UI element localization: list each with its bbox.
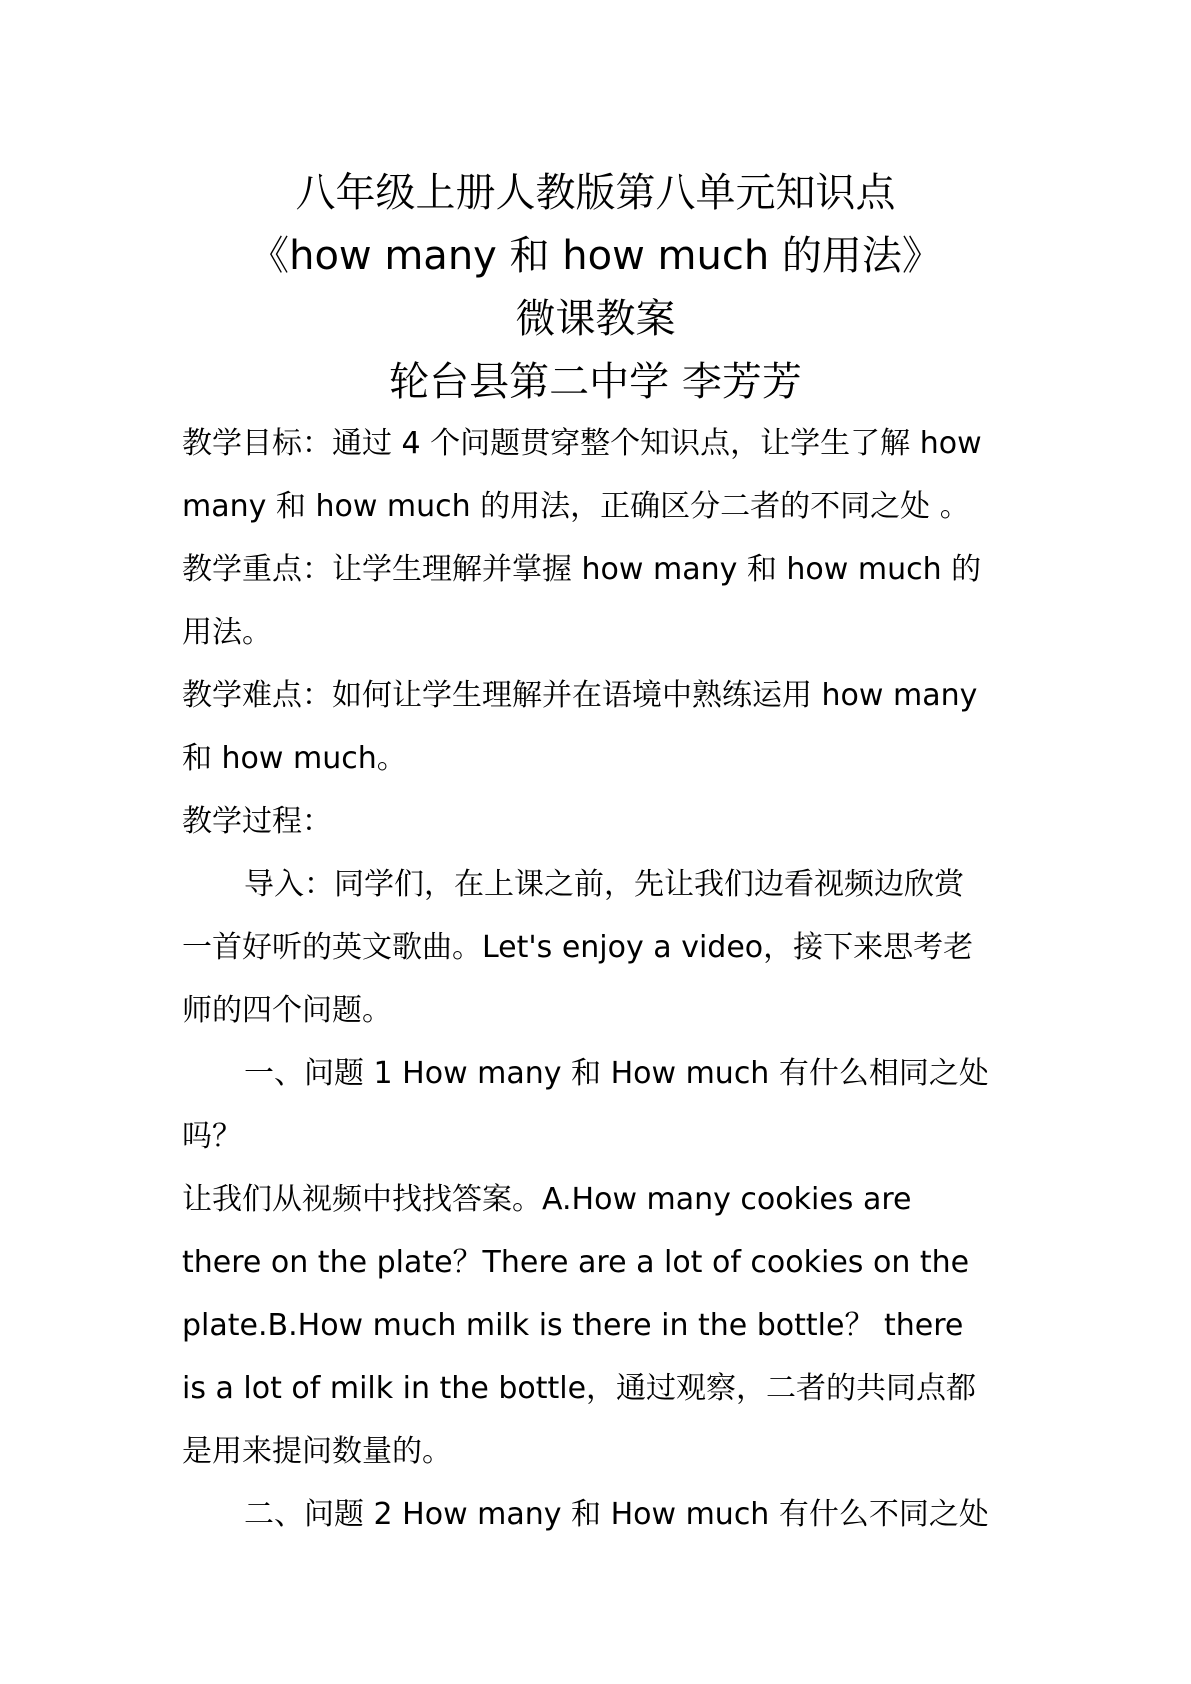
intro-line-2: 一首好听的英文歌曲。Let's enjoy a video，接下来思考老: [182, 930, 974, 965]
answer-1-line-3: plate.B.How much milk is there in the bottle？ there: [182, 1308, 964, 1343]
teaching-focus-line-2: 用法。: [182, 615, 272, 650]
title-block: [0, 162, 1191, 414]
intro-line-1: 导入：同学们，在上课之前，先让我们边看视频边欣赏: [244, 867, 964, 902]
teaching-focus-line-1: 教学重点：让学生理解并掌握 how many 和 how much 的: [182, 552, 982, 587]
title-line-1: 八年级上册人教版第八单元知识点: [295, 170, 896, 216]
question-1-line-2: 吗？: [182, 1119, 242, 1154]
teaching-goal-line-2: many 和 how much 的用法，正确区分二者的不同之处 。: [182, 489, 970, 524]
answer-1-line-4: is a lot of milk in the bottle，通过观察，二者的共同点都: [182, 1371, 977, 1406]
title-line-2: 《how many 和 how much 的用法》: [249, 233, 942, 279]
teaching-process-heading: 教学过程：: [182, 804, 332, 839]
title-line-3: 微课教案: [515, 296, 676, 342]
question-2-line-1: 二、问题 2 How many 和 How much 有什么不同之处: [244, 1497, 989, 1532]
question-1-line-1: 一、问题 1 How many 和 How much 有什么相同之处: [244, 1056, 989, 1091]
teaching-difficulty-line-1: 教学难点：如何让学生理解并在语境中熟练运用 how many: [182, 678, 978, 713]
teaching-goal-line-1: 教学目标：通过 4 个问题贯穿整个知识点，让学生了解 how: [182, 426, 982, 461]
author-line: 轮台县第二中学 李芳芳: [389, 359, 802, 405]
answer-1-line-2: there on the plate？There are a lot of cookies on the: [182, 1245, 970, 1280]
answer-1-line-5: 是用来提问数量的。: [182, 1434, 452, 1469]
body-text: [182, 412, 1022, 1546]
answer-1-line-1: 让我们从视频中找找答案。A.How many cookies are: [182, 1182, 912, 1217]
intro-line-3: 师的四个问题。: [182, 993, 392, 1028]
teaching-difficulty-line-2: 和 how much。: [182, 741, 407, 776]
